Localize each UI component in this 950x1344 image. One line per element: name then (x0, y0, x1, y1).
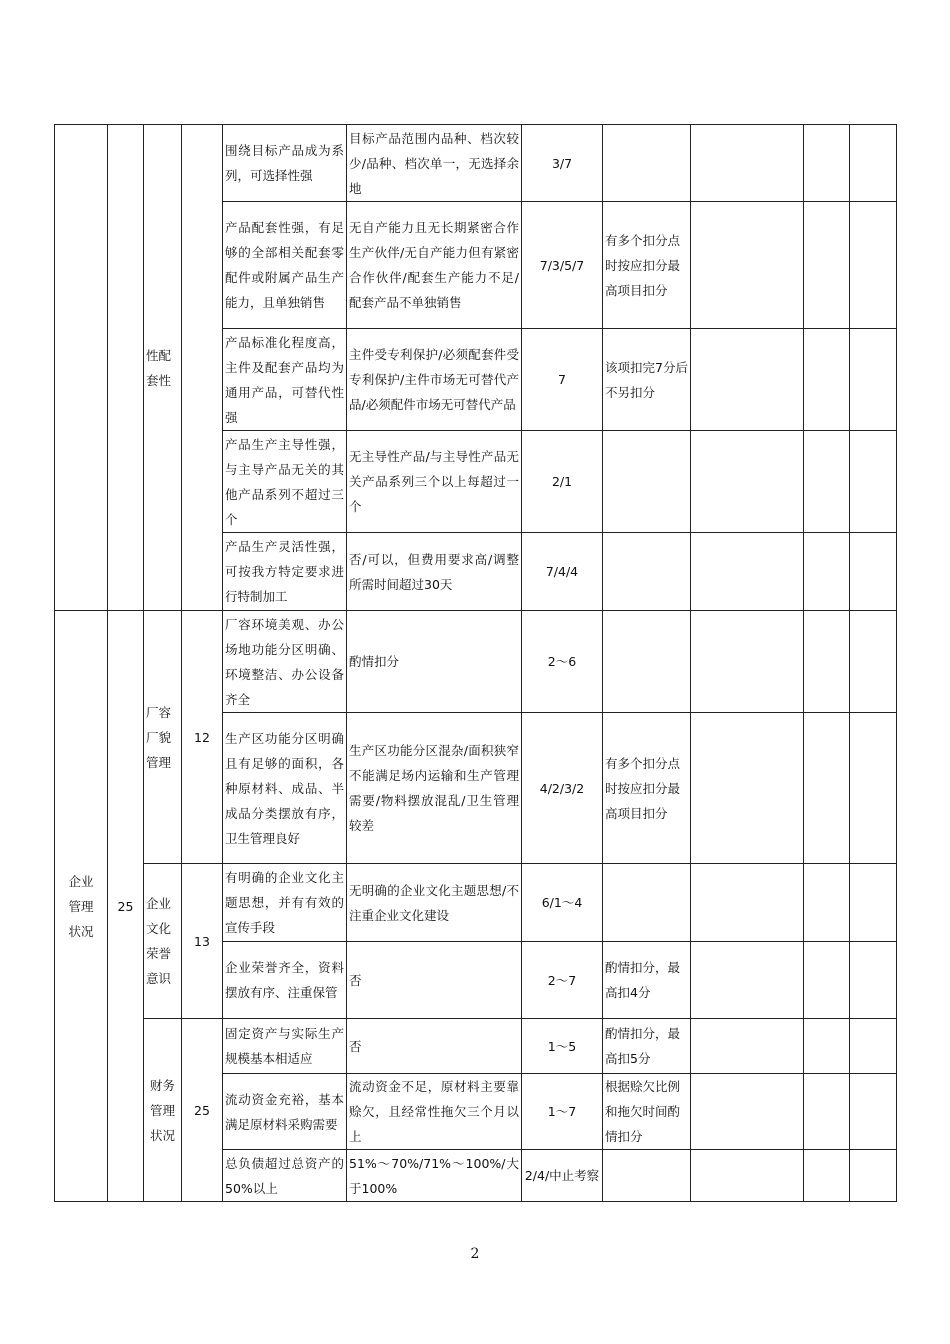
requirement-cell: 产品生产灵活性强，可按我方特定要求进行特制加工 (223, 533, 347, 611)
requirement-cell: 厂容环境美观、办公场地功能分区明确、环境整洁、办公设备齐全 (223, 611, 347, 713)
empty-cell (691, 1074, 804, 1150)
note-cell (603, 864, 691, 942)
empty-cell (691, 1019, 804, 1074)
deduction-cell: 2/1 (522, 431, 603, 533)
empty-cell (804, 864, 850, 942)
empty-cell (691, 202, 804, 329)
note-cell: 有多个扣分点时按应扣分最高项目扣分 (603, 202, 691, 329)
requirement-cell: 产品配套性强，有足够的全部相关配套零配件或附属产品生产能力，且单独销售 (223, 202, 347, 329)
note-cell (603, 533, 691, 611)
deduction-cell: 7/3/5/7 (522, 202, 603, 329)
empty-cell (691, 713, 804, 864)
empty-cell (804, 329, 850, 431)
deduction-cell: 6/1～4 (522, 864, 603, 942)
requirement-cell: 产品标准化程度高，主件及配套产品均为通用产品，可替代性强 (223, 329, 347, 431)
requirement-cell: 固定资产与实际生产规模基本相适应 (223, 1019, 347, 1074)
criteria-cell: 酌情扣分 (347, 611, 522, 713)
empty-cell (850, 533, 897, 611)
empty-cell (850, 713, 897, 864)
category-cell: 企业管理状况 (55, 611, 108, 1202)
subcategory-score-cell (182, 125, 223, 611)
category-cell (55, 125, 108, 611)
empty-cell (804, 611, 850, 713)
empty-cell (691, 864, 804, 942)
empty-cell (850, 942, 897, 1019)
empty-cell (804, 125, 850, 202)
empty-cell (850, 1150, 897, 1202)
criteria-cell: 无主导性产品/与主导性产品无关产品系列三个以上每超过一个 (347, 431, 522, 533)
note-cell (603, 125, 691, 202)
note-cell: 酌情扣分，最高扣4分 (603, 942, 691, 1019)
requirement-cell: 企业荣誉齐全，资料摆放有序、注重保管 (223, 942, 347, 1019)
requirement-cell: 产品生产主导性强，与主导产品无关的其他产品系列不超过三个 (223, 431, 347, 533)
empty-cell (850, 202, 897, 329)
subcategory-cell: 企业文化荣誉意识 (144, 864, 182, 1019)
deduction-cell: 4/2/3/2 (522, 713, 603, 864)
criteria-cell: 51%～70%/71%～100%/大于100% (347, 1150, 522, 1202)
deduction-cell: 3/7 (522, 125, 603, 202)
requirement-cell: 有明确的企业文化主题思想，并有有效的宣传手段 (223, 864, 347, 942)
requirement-cell: 流动资金充裕，基本满足原材料采购需要 (223, 1074, 347, 1150)
deduction-cell: 1～5 (522, 1019, 603, 1074)
empty-cell (804, 942, 850, 1019)
category-score-cell (108, 125, 144, 611)
empty-cell (804, 1150, 850, 1202)
subcategory-cell: 厂容厂貌管理 (144, 611, 182, 864)
table-row (55, 611, 897, 713)
empty-cell (804, 533, 850, 611)
empty-cell (850, 431, 897, 533)
empty-cell (804, 202, 850, 329)
note-cell: 酌情扣分，最高扣5分 (603, 1019, 691, 1074)
empty-cell (804, 1074, 850, 1150)
requirement-cell: 围绕目标产品成为系列，可选择性强 (223, 125, 347, 202)
note-cell (603, 431, 691, 533)
deduction-cell: 2/4/中止考察 (522, 1150, 603, 1202)
table-row (55, 125, 897, 202)
evaluation-table (54, 124, 897, 1202)
table-row (55, 1019, 897, 1074)
criteria-cell: 否 (347, 1019, 522, 1074)
table-row (55, 864, 897, 942)
subcategory-score-cell: 25 (182, 1019, 223, 1202)
empty-cell (850, 329, 897, 431)
empty-cell (691, 533, 804, 611)
subcategory-cell: 财务管理状况 (144, 1019, 182, 1202)
criteria-cell: 无明确的企业文化主题思想/不注重企业文化建设 (347, 864, 522, 942)
note-cell (603, 1150, 691, 1202)
empty-cell (691, 329, 804, 431)
empty-cell (691, 125, 804, 202)
empty-cell (804, 431, 850, 533)
empty-cell (691, 942, 804, 1019)
empty-cell (850, 864, 897, 942)
empty-cell (850, 1074, 897, 1150)
note-cell: 该项扣完7分后不另扣分 (603, 329, 691, 431)
criteria-cell: 无自产能力且无长期紧密合作生产伙伴/无自产能力但有紧密合作伙伴/配套生产能力不足/配套产品不单独销售 (347, 202, 522, 329)
requirement-cell: 总负债超过总资产的50%以上 (223, 1150, 347, 1202)
criteria-cell: 流动资金不足，原材料主要靠赊欠，且经常性拖欠三个月以上 (347, 1074, 522, 1150)
note-cell: 根据赊欠比例和拖欠时间酌情扣分 (603, 1074, 691, 1150)
empty-cell (804, 713, 850, 864)
requirement-cell: 生产区功能分区明确且有足够的面积，各种原材料、成品、半成品分类摆放有序，卫生管理良好 (223, 713, 347, 864)
empty-cell (850, 611, 897, 713)
criteria-cell: 主件受专利保护/必须配套件受专利保护/主件市场无可替代产品/必须配件市场无可替代产品 (347, 329, 522, 431)
deduction-cell: 7/4/4 (522, 533, 603, 611)
empty-cell (804, 1019, 850, 1074)
page-number: 2 (470, 1246, 480, 1262)
deduction-cell: 1～7 (522, 1074, 603, 1150)
subcategory-score-cell: 13 (182, 864, 223, 1019)
category-score-cell: 25 (108, 611, 144, 1202)
note-cell: 有多个扣分点时按应扣分最高项目扣分 (603, 713, 691, 864)
criteria-cell: 否/可以，但费用要求高/调整所需时间超过30天 (347, 533, 522, 611)
empty-cell (691, 1150, 804, 1202)
deduction-cell: 2～6 (522, 611, 603, 713)
criteria-cell: 生产区功能分区混杂/面积狭窄不能满足场内运输和生产管理需要/物料摆放混乱/卫生管理较差 (347, 713, 522, 864)
subcategory-cell: 性配套性 (144, 125, 182, 611)
note-cell (603, 611, 691, 713)
empty-cell (850, 1019, 897, 1074)
empty-cell (691, 611, 804, 713)
deduction-cell: 7 (522, 329, 603, 431)
criteria-cell: 目标产品范围内品种、档次较少/品种、档次单一，无选择余地 (347, 125, 522, 202)
criteria-cell: 否 (347, 942, 522, 1019)
empty-cell (691, 431, 804, 533)
empty-cell (850, 125, 897, 202)
deduction-cell: 2～7 (522, 942, 603, 1019)
subcategory-score-cell: 12 (182, 611, 223, 864)
